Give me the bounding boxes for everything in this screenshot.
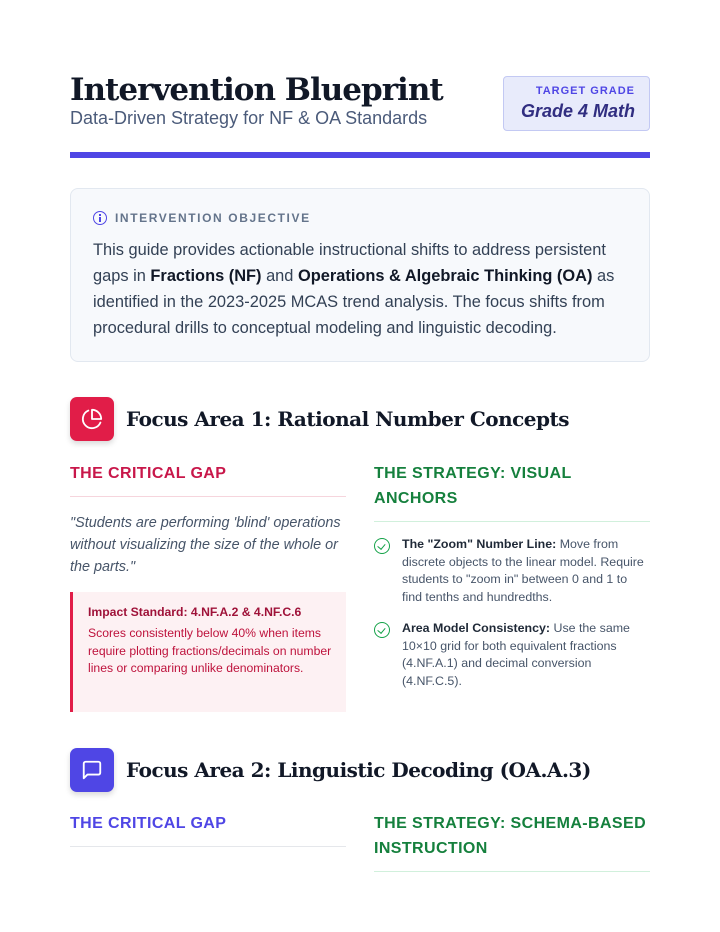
strategy-item: The "Zoom" Number Line: Move from discrete objects to the linear model. Require students to "zoom in" between 0 and 1 to find tenths and hundredths.	[374, 536, 650, 606]
objective-card	[70, 188, 650, 362]
objective-label: INTERVENTION OBJECTIVE	[115, 211, 311, 225]
focus-2-strategy-column	[374, 811, 650, 872]
critical-gap-heading: THE CRITICAL GAP	[70, 461, 346, 497]
impact-title: Impact Standard: 4.NF.A.2 & 4.NF.C.6	[88, 605, 302, 619]
critical-gap-heading: THE CRITICAL GAP	[70, 811, 346, 847]
focus-1-strategy-column	[374, 461, 650, 690]
impact-text: Scores consistently below 40% when items require plotting fractions/decimals on number lines or comparing unlike denominators.	[88, 626, 332, 675]
focus-area-1-header	[70, 397, 569, 441]
objective-text: This guide provides actionable instructional shifts to address persistent gaps in Fractions (NF) and Operations & Algebraic Thinking (OA) as identified in the 2023-2025 MCAS trend analysis. The focus shifts from procedural drills to conceptual modeling and linguistic decoding.	[93, 241, 615, 337]
impact-standard-callout	[70, 592, 346, 712]
info-icon	[93, 211, 107, 225]
gap-quote: "Students are performing 'blind' operations without visualizing the size of the whole or the parts."	[70, 515, 341, 575]
page-title: Intervention Blueprint	[70, 72, 443, 108]
check-circle-icon	[374, 622, 390, 638]
chat-bubble-icon	[70, 748, 114, 792]
focus-area-2-header	[70, 748, 591, 792]
page-subtitle: Data-Driven Strategy for NF & OA Standards	[70, 108, 428, 128]
header-divider	[70, 152, 650, 158]
focus-2-gap-column	[70, 811, 346, 847]
target-grade-label: TARGET GRADE	[535, 85, 635, 97]
header	[70, 72, 650, 142]
target-grade-badge	[503, 76, 650, 131]
pie-chart-icon	[70, 397, 114, 441]
check-circle-icon	[374, 538, 390, 554]
strategy-heading: THE STRATEGY: SCHEMA-BASED INSTRUCTION	[374, 811, 650, 872]
strategy-item: Area Model Consistency: Use the same 10×10 grid for both equivalent fractions (4.NF.A.1) and decimal conversion (4.NF.C.5).	[374, 620, 650, 690]
focus-area-1-title: Focus Area 1: Rational Number Concepts	[126, 407, 570, 431]
focus-1-gap-column	[70, 461, 346, 712]
strategy-heading: THE STRATEGY: VISUAL ANCHORS	[374, 461, 650, 522]
target-grade-value: Grade 4 Math	[520, 101, 635, 121]
focus-area-2-title: Focus Area 2: Linguistic Decoding (OA.A.3)	[126, 758, 591, 782]
